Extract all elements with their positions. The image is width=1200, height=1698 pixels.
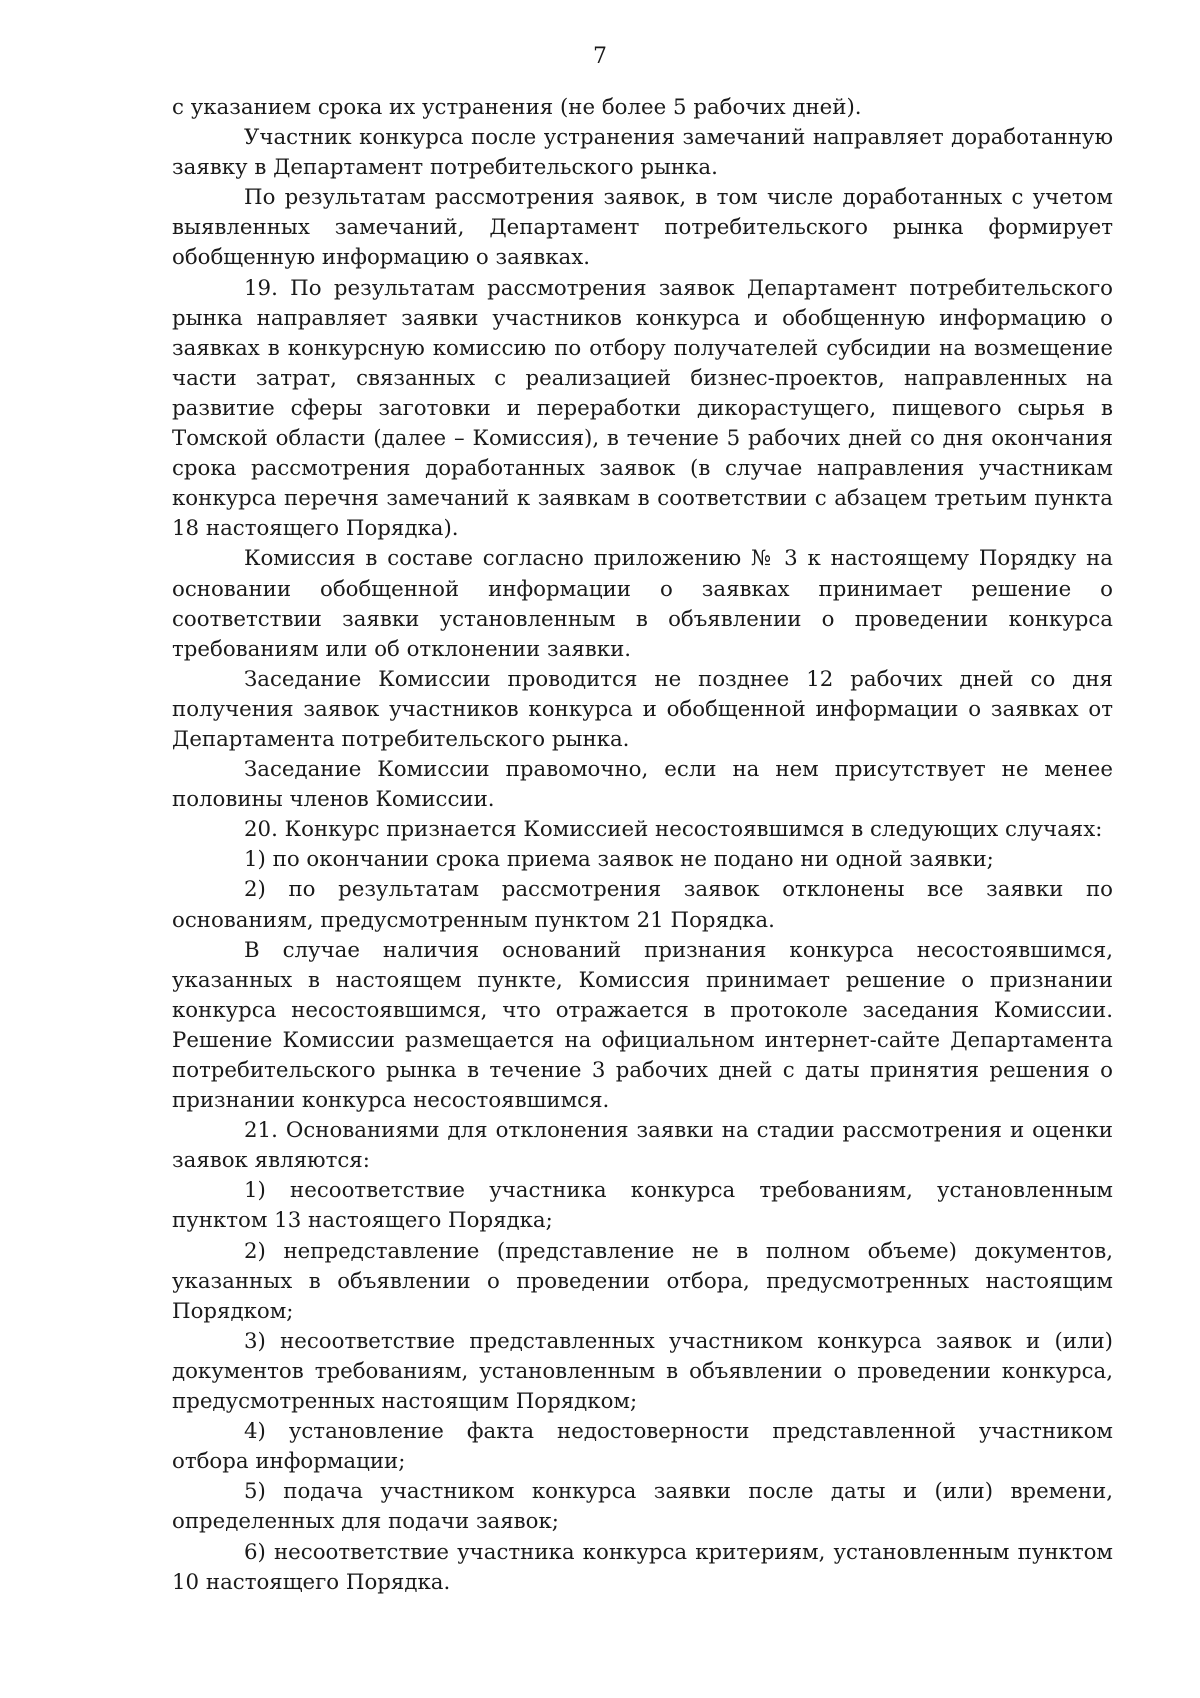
paragraph: 2) непредставление (представление не в полном объеме) документов, указанных в объявлении о проведении отбора, предусмотренных настоящим Порядком; xyxy=(172,1238,1113,1324)
paragraph: 6) несоответствие участника конкурса критериям, установленным пунктом 10 настоящего Порядка. xyxy=(172,1539,1113,1595)
paragraph: В случае наличия оснований признания конкурса несостоявшимся, указанных в настоящем пункте, Комиссия принимает решение о признании конкурса несостоявшимся, что отражается в протоколе заседания Комиссии. Решение Комиссии размещается на официальном интернет-сайте Департамента потребительского рынка в течение 3 рабочих дней с даты принятия решения о признании конкурса несостоявшимся. xyxy=(172,937,1113,1114)
page-number: 7 xyxy=(593,44,607,69)
paragraph: Заседание Комиссии правомочно, если на нем присутствует не менее половины членов Комиссии. xyxy=(172,757,1113,813)
paragraph: 20. Конкурс признается Комиссией несостоявшимся в следующих случаях: xyxy=(244,817,1103,843)
paragraph: Заседание Комиссии проводится не позднее 12 рабочих дней со дня получения заявок участников конкурса и обобщенной информации о заявках от Департамента потребительского рынка. xyxy=(172,666,1113,752)
paragraph: 2) по результатам рассмотрения заявок отклонены все заявки по основаниям, предусмотренным пунктом 21 Порядка. xyxy=(172,877,1113,933)
paragraph: с указанием срока их устранения (не более 5 рабочих дней). xyxy=(172,95,862,120)
paragraph: 21. Основаниями для отклонения заявки на стадии рассмотрения и оценки заявок являются: xyxy=(172,1118,1113,1174)
paragraph: 1) несоответствие участника конкурса требованиям, установленным пунктом 13 настоящего Порядка; xyxy=(172,1178,1113,1234)
document-body xyxy=(172,93,1113,1598)
paragraph: 19. По результатам рассмотрения заявок Департамент потребительского рынка направляет заявки участников конкурса и обобщенную информацию о заявках в конкурсную комиссию по отбору получателей субсидии на возмещение части затрат, связанных с реализацией бизнес-проектов, направленных на развитие сферы заготовки и переработки дикорастущего, пищевого сырья в Томской области (далее – Комиссия), в течение 5 рабочих дней со дня окончания срока рассмотрения доработанных заявок (в случае направления участникам конкурса перечня замечаний к заявкам в соответствии с абзацем третьим пункта 18 настоящего Порядка). xyxy=(172,275,1113,542)
paragraph: По результатам рассмотрения заявок, в том числе доработанных с учетом выявленных замечаний, Департамент потребительского рынка формирует обобщенную информацию о заявках. xyxy=(172,185,1113,271)
paragraph: 5) подача участником конкурса заявки после даты и (или) времени, определенных для подачи заявок; xyxy=(172,1479,1113,1535)
paragraph: 3) несоответствие представленных участником конкурса заявок и (или) документов требованиям, установленным в объявлении о проведении конкурса, предусмотренных настоящим Порядком; xyxy=(172,1328,1113,1415)
paragraph: 4) установление факта недостоверности представленной участником отбора информации; xyxy=(172,1419,1113,1475)
paragraph: 1) по окончании срока приема заявок не подано ни одной заявки; xyxy=(244,847,994,873)
paragraph: Участник конкурса после устранения замечаний направляет доработанную заявку в Департамент потребительского рынка. xyxy=(172,125,1113,181)
paragraph: Комиссия в составе согласно приложению № 3 к настоящему Порядку на основании обобщенной информации о заявках принимает решение о соответствии заявки установленным в объявлении о проведении конкурса требованиям или об отклонении заявки. xyxy=(172,546,1113,662)
